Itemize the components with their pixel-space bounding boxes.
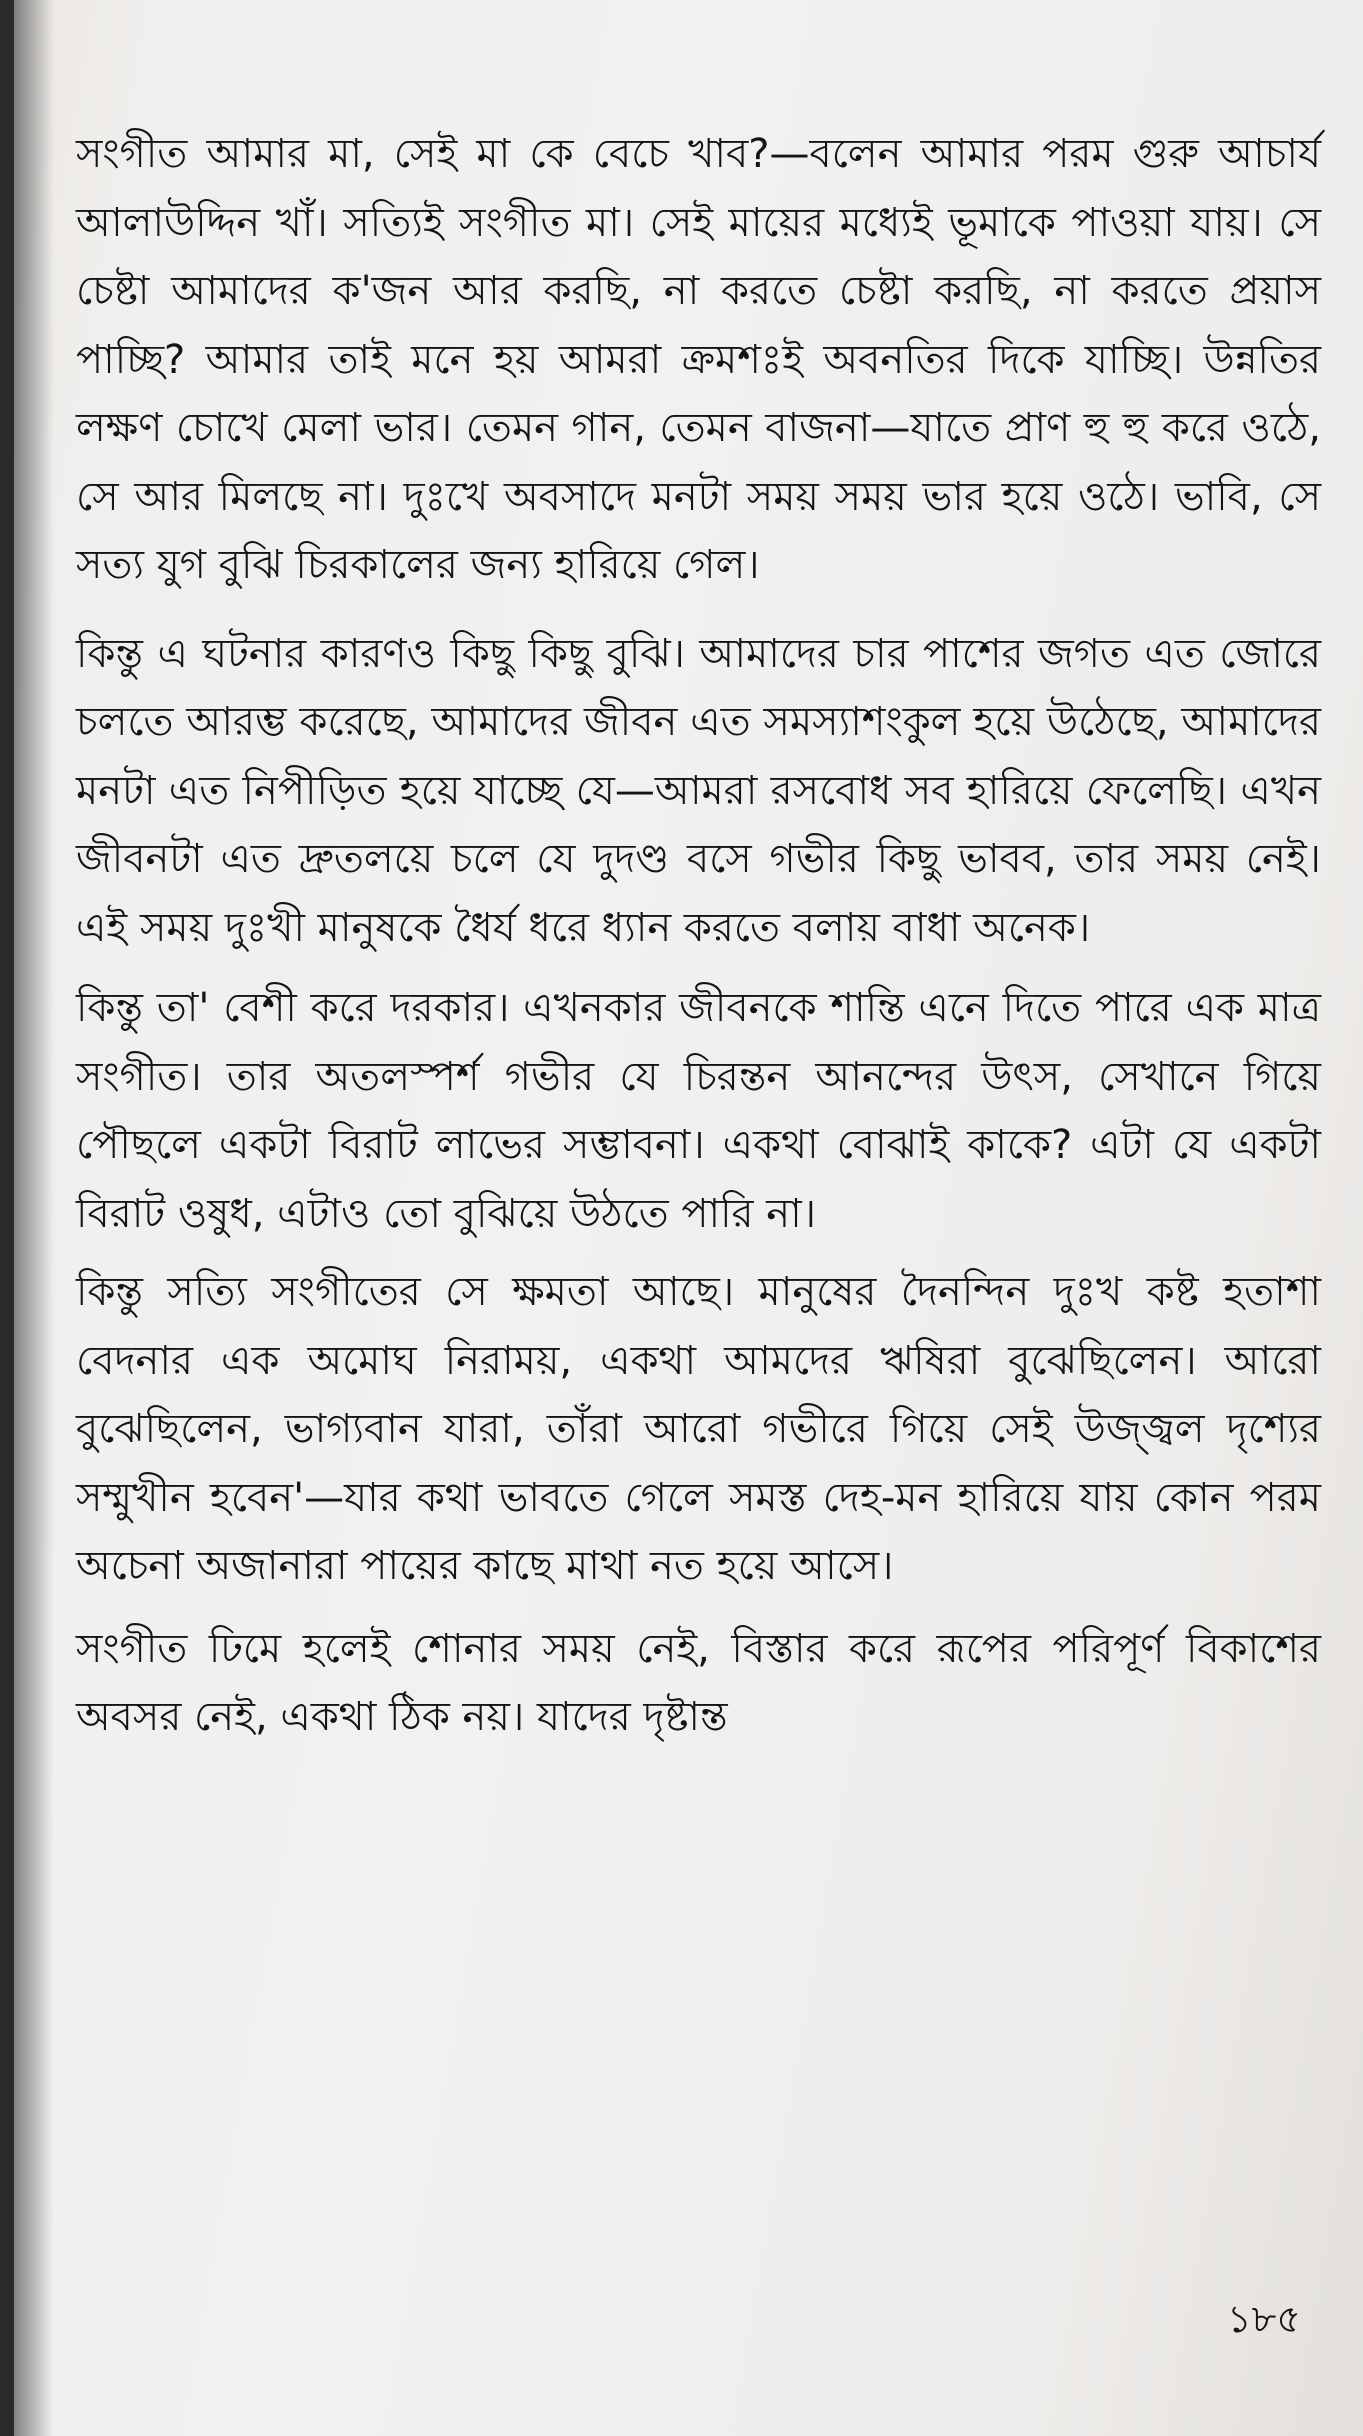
paragraph-4: কিন্তু সত্যি সংগীতের সে ক্ষমতা আছে। মানুষের দৈনন্দিন দুঃখ কষ্ট হতাশা বেদনার এক অমোঘ নিরাময়, একথা আমদের ঋষিরা বুঝেছিলেন। আরো বুঝেছিলেন, ভাগ্যবান যারা, তাঁরা আরো গভীরে গিয়ে সেই উজ্জ্বল দৃশ্যের সম্মুখীন হবেন'—যার কথা ভাবতে গেলে সমস্ত দেহ-মন হারিয়ে যায় কোন পরম অচেনা অজানারা পায়ের কাছে মাথা নত হয়ে আসে। — [76, 1269, 1321, 1589]
page-body-text — [76, 120, 1321, 1772]
paragraph-5: সংগীত ঢিমে হলেই শোনার সময় নেই, বিস্তার করে রূপের পরিপূর্ণ বিকাশের অবসর নেই, একথা ঠিক নয়। যাদের দৃষ্টান্ত — [76, 1625, 1321, 1740]
paragraph-2: কিন্তু এ ঘটনার কারণও কিছু কিছু বুঝি। আমাদের চার পাশের জগত এত জোরে চলতে আরম্ভ করেছে, আমাদের জীবন এত সমস্যাশংকুল হয়ে উঠেছে, আমাদের মনটা এত নিপীড়িত হয়ে যাচ্ছে যে—আমরা রসবোধ সব হারিয়ে ফেলেছি। এখন জীবনটা এত দ্রুতলয়ে চলে যে দুদণ্ড বসে গভীর কিছু ভাবব, তার সময় নেই। এই সময় দুঃখী মানুষকে ধৈর্য ধরে ধ্যান করতে বলায় বাধা অনেক। — [76, 630, 1321, 951]
page-number: ১৮৫ — [1227, 2297, 1301, 2341]
book-page — [14, 0, 1363, 2436]
paragraph-3: কিন্তু তা' বেশী করে দরকার। এখনকার জীবনকে শান্তি এনে দিতে পারে এক মাত্র সংগীত। তার অতলস্পর্শ গভীর যে চিরন্তন আনন্দের উৎস, সেখানে গিয়ে পৌছলে একটা বিরাট লাভের সম্ভাবনা। একথা বোঝাই কাকে? এটা যে একটা বিরাট ওষুধ, এটাও তো বুঝিয়ে উঠতে পারি না। — [76, 985, 1321, 1237]
paragraph-1: সংগীত আমার মা, সেই মা কে বেচে খাব?—বলেন আমার পরম গুরু আচার্য আলাউদ্দিন খাঁ। সত্যিই সংগীত মা। সেই মায়ের মধ্যেই ভূমাকে পাওয়া যায়। সে চেষ্টা আমাদের ক'জন আর করছি, না করতে চেষ্টা করছি, না করতে প্রয়াস পাচ্ছি? আমার তাই মনে হয় আমরা ক্রমশঃই অবনতির দিকে যাচ্ছি। উন্নতির লক্ষণ চোখে মেলা ভার। তেমন গান, তেমন বাজনা—যাতে প্রাণ হু হু করে ওঠে, সে আর মিলছে না। দুঃখে অবসাদে মনটা সময় সময় ভার হয়ে ওঠে। ভাবি, সে সত্য যুগ বুঝি চিরকালের জন্য হারিয়ে গেল। — [76, 131, 1321, 588]
